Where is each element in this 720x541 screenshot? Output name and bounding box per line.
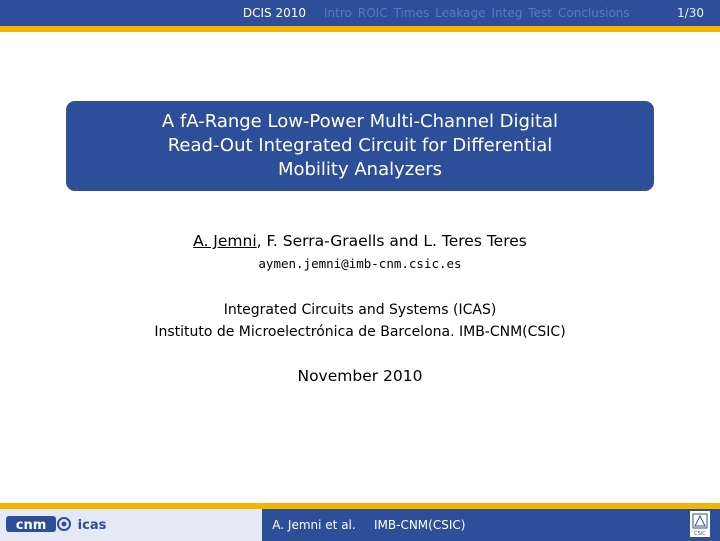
title-line-3: Mobility Analyzers	[277, 159, 443, 180]
nav-item-leakage[interactable]: Leakage	[435, 6, 486, 20]
authors	[0, 232, 720, 250]
presentation-date: November 2010	[297, 367, 423, 385]
csic-logo	[690, 511, 710, 537]
nav-item-conclusions[interactable]: Conclusions	[558, 6, 630, 20]
nav-item-roic[interactable]: ROIC	[357, 6, 388, 20]
nav-item-intro[interactable]: Intro	[324, 6, 352, 20]
conference-label: DCIS 2010	[242, 6, 306, 20]
svg-text:CSIC: CSIC	[694, 531, 706, 537]
svg-text:cnm: cnm	[15, 518, 47, 533]
co-authors: , F. Serra-Graells and L. Teres Teres	[256, 232, 527, 250]
header-nav	[314, 0, 720, 26]
header-stripe	[0, 26, 720, 32]
nav-item-integ[interactable]: Integ	[491, 6, 523, 20]
nav-item-test[interactable]: Test	[528, 6, 553, 20]
title-line-1: A fA-Range Low-Power Multi-Channel Digital	[161, 111, 559, 132]
footer-affiliation	[366, 509, 720, 541]
presenting-author: A. Jemni	[193, 232, 257, 250]
header-conference	[0, 0, 314, 26]
footer-author	[262, 509, 366, 541]
title-box	[66, 101, 654, 191]
footer-author-label: A. Jemni et al.	[272, 518, 356, 532]
institution-line-1: Integrated Circuits and Systems (ICAS)	[223, 302, 497, 318]
author-email[interactable]: aymen.jemni@imb-cnm.csic.es	[258, 256, 462, 271]
cnm-icas-logo	[6, 514, 114, 534]
institution-line-2: Instituto de Microelectrónica de Barcelona. IMB-CNM(CSIC)	[154, 324, 566, 340]
section-nav	[314, 6, 636, 20]
page-number: 1/30	[677, 6, 704, 20]
nav-item-times[interactable]: Times	[393, 6, 430, 20]
svg-text:icas: icas	[77, 518, 107, 533]
footer-affiliation-label: IMB-CNM(CSIC)	[374, 518, 466, 532]
header-bar	[0, 0, 720, 26]
title-line-2: Read-Out Integrated Circuit for Differential	[167, 135, 553, 156]
institution	[0, 299, 720, 343]
